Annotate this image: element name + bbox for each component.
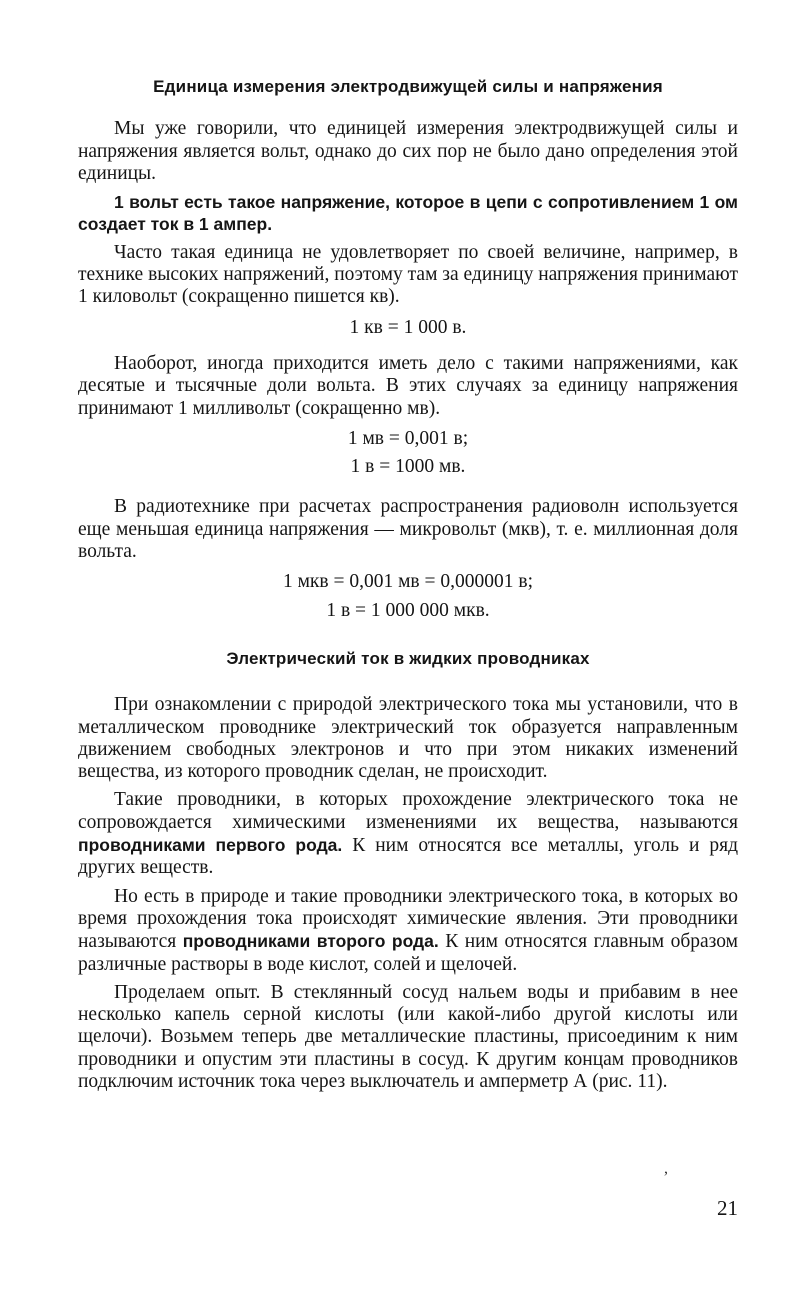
- paragraph: Наоборот, иногда приходится иметь дело с такими напряжениями, как десятые и тысячные доли вольта. В этих случаях за единицу напряжения принимают 1 милливольт (сокращенно мв).: [78, 352, 738, 419]
- paragraph: В радиотехнике при расчетах распространения радиоволн используется еще меньшая единица напряжения — микровольт (мкв), т. е. миллионная доля вольта.: [78, 496, 738, 563]
- formula-kilovolt: 1 кв = 1 000 в.: [349, 316, 467, 338]
- paragraph: При ознакомлении с природой электрического тока мы установили, что в металлическом проводнике электрический ток образуется направленным движением свободных электронов и что при этом никаких изменений вещества, из которого проводник сделан, не происходит.: [78, 694, 738, 783]
- definition-paragraph: 1 вольт есть такое напряжение, которое в цепи с сопротивлением 1 ом создает ток в 1 ампер.: [78, 192, 738, 235]
- paragraph-first-kind: [78, 789, 738, 879]
- term-second-kind: проводниками второго рода.: [182, 931, 439, 952]
- formula-millivolt: 1 мв = 0,001 в;: [347, 427, 469, 449]
- text-run: Но есть в природе и такие проводники электрического тока, в которых во время прохождения тока происходят химические явления. Эти проводники называются: [78, 885, 738, 953]
- stray-mark: ,: [664, 1160, 668, 1177]
- section-heading-emf-units: Единица измерения электродвижущей силы и напряжения: [153, 77, 663, 96]
- paragraph-experiment: Проделаем опыт. В стеклянный сосуд нальем воды и прибавим в нее несколько капель серной кислоты (или какой-либо другой кислоты или щелочи). Возьмем теперь две металлические пластины, присоединим к ним проводники и опустим эти пластины в сосуд. К другим концам проводников подключим источник тока через выключатель и амперметр А (рис. 11).: [78, 981, 738, 1092]
- paragraph: Мы уже говорили, что единицей измерения электродвижущей силы и напряжения является вольт, однако до сих пор не было дано определения этой единицы.: [78, 118, 738, 184]
- text-run: К ним относятся главным образом различные растворы в воде кислот, солей и щелочей.: [78, 931, 738, 975]
- formula-volt-in-millivolts: 1 в = 1000 мв.: [350, 456, 466, 478]
- paragraph: Часто такая единица не удовлетворяет по своей величине, например, в технике высоких напряжений, поэтому там за единицу напряжения принимают 1 киловольт (сокращенно пишется кв).: [78, 241, 738, 308]
- page-number: 21: [717, 1196, 738, 1220]
- page-body: [78, 76, 738, 1099]
- formula-volt-in-microvolts: 1 в = 1 000 000 мкв.: [326, 599, 490, 621]
- text-run: К ним относятся все металлы, уголь и ряд других веществ.: [78, 835, 738, 879]
- paragraph-second-kind: [78, 886, 738, 976]
- section-heading-liquid-conductors: Электрический ток в жидких проводниках: [226, 648, 590, 668]
- formula-microvolt: 1 мкв = 0,001 мв = 0,000001 в;: [282, 571, 534, 593]
- term-first-kind: проводниками первого рода.: [78, 835, 343, 856]
- text-run: Такие проводники, в которых прохождение электрического тока не сопровождается химическими изменениями их вещества, называются: [78, 789, 738, 833]
